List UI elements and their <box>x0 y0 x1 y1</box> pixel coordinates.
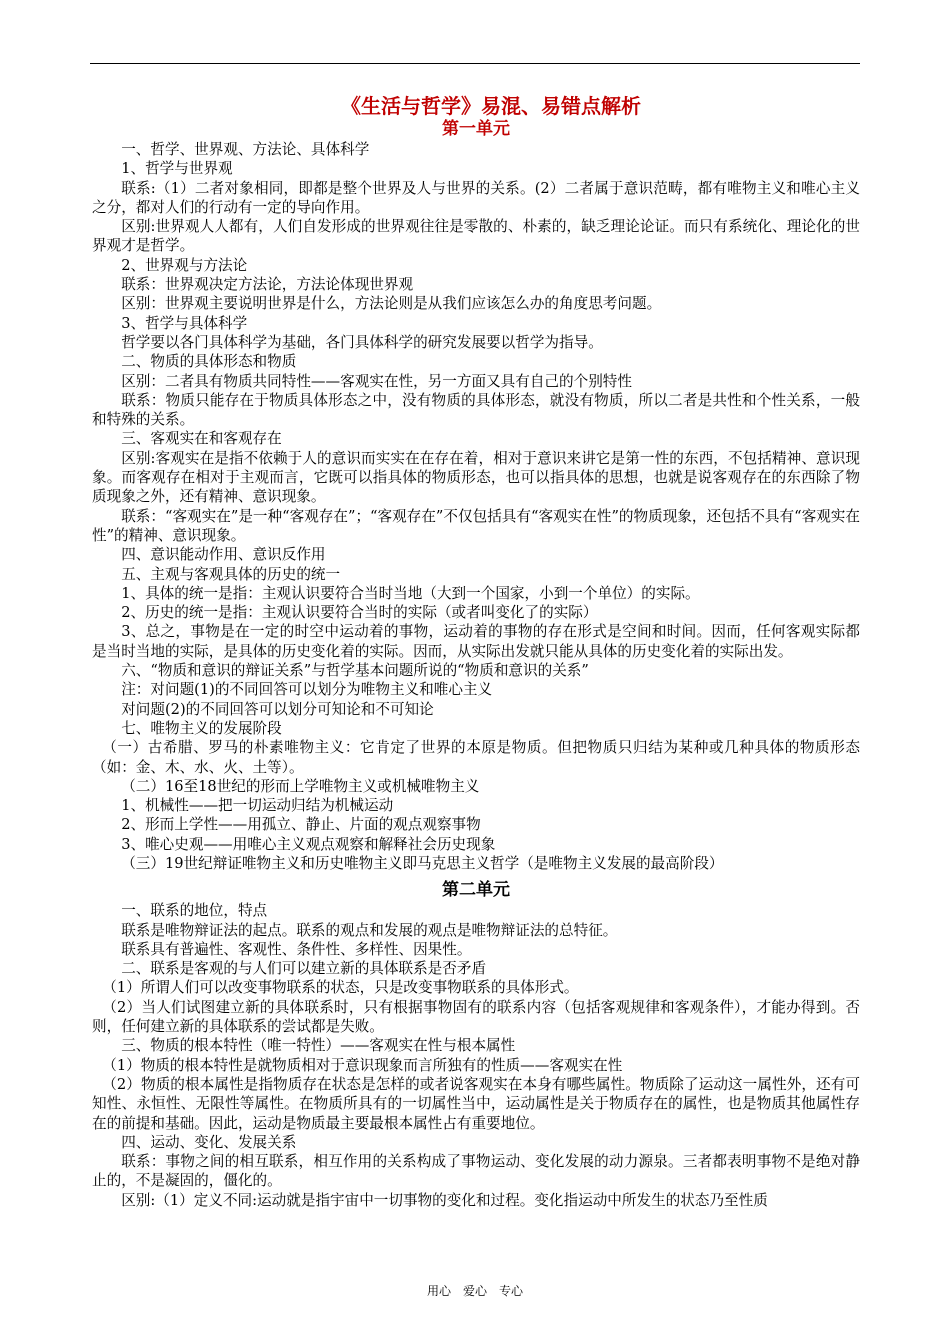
paragraph: （三）19世纪辩证唯物主义和历史唯物主义即马克思主义哲学（是唯物主义发展的最高阶段） <box>121 854 724 872</box>
paragraph: 联系：世界观决定方法论，方法论体现世界观 <box>121 276 414 294</box>
paragraph: 三、客观实在和客观存在 <box>121 430 282 448</box>
page-footer: 用心 爱心 专心 <box>426 1284 523 1298</box>
unit-one-text <box>92 140 860 873</box>
paragraph: 二、物质的具体形态和物质 <box>121 353 297 371</box>
paragraph: 区别:客观实在是指不依赖于人的意识而实实在在存在着，相对于意识来讲它是第一性的东西，不包括精神、意识现象。而客观存在相对于主观而言，它既可以指具体的物质形态，也可以指具体的思想，也就是说客观存在的东西除了物质现象之外，还有精神、意识现象。 <box>92 449 860 506</box>
paragraph: 哲学要以各门具体科学为基础，各门具体科学的研究发展要以哲学为指导。 <box>121 333 603 351</box>
paragraph: 2、形而上学性——用孤立、静止、片面的观点观察事物 <box>121 816 481 834</box>
document-body <box>92 94 860 1210</box>
paragraph: 四、运动、变化、发展关系 <box>121 1133 297 1151</box>
paragraph: 区别：世界观主要说明世界是什么，方法论则是从我们应该怎么办的角度思考问题。 <box>121 295 662 313</box>
paragraph: （1）物质的根本特性是就物质相对于意识现象而言所独有的性质——客观实在性 <box>102 1056 623 1074</box>
paragraph: 联系：事物之间的相互联系，相互作用的关系构成了事物运动、变化发展的动力源泉。三者都表明事物不是绝对静止的，不是凝固的，僵化的。 <box>92 1153 860 1190</box>
paragraph: （二）16至18世纪的形而上学唯物主义或机械唯物主义 <box>121 777 480 795</box>
document-title: 《生活与哲学》易混、易错点解析 <box>341 94 641 118</box>
paragraph: （1）所谓人们可以改变事物联系的状态，只是改变事物联系的具体形式。 <box>102 979 579 997</box>
paragraph: 3、哲学与具体科学 <box>121 314 248 332</box>
paragraph: 一、联系的地位，特点 <box>121 902 268 920</box>
paragraph: 1、哲学与世界观 <box>121 160 233 178</box>
paragraph: 六、“物质和意识的辩证关系”与哲学基本问题所说的“物质和意识的关系” <box>121 662 589 680</box>
paragraph: 联系是唯物辩证法的起点。联系的观点和发展的观点是唯物辩证法的总特征。 <box>121 921 618 939</box>
paragraph: 一、哲学、世界观、方法论、具体科学 <box>121 141 370 158</box>
paragraph: 联系具有普遍性、客观性、条件性、多样性、因果性。 <box>121 940 472 958</box>
unit-two-heading: 第二单元 <box>442 880 510 901</box>
paragraph: 2、历史的统一是指：主观认识要符合当时的实际（或者叫变化了的实际） <box>121 604 598 622</box>
paragraph: 区别：二者具有物质共同特性——客观实在性，另一方面又具有自己的个别特性 <box>121 372 632 390</box>
header-rule <box>90 63 860 64</box>
paragraph: 3、唯心史观——用唯心主义观点观察和解释社会历史现象 <box>121 835 496 853</box>
paragraph: 区别:（1）定义不同:运动就是指宇宙中一切事物的变化和过程。变化指运动中所发生的状态乃至性质 <box>121 1191 768 1209</box>
paragraph: 3、总之，事物是在一定的时空中运动着的事物，运动着的事物的存在形式是空间和时间。因而，任何客观实际都是当时当地的实际，是具体的历史变化着的实际。因而，从实际出发就只能从具体的历史变化着的实际出发。 <box>92 623 860 660</box>
paragraph: 联系：“客观实在”是一种“客观存在”；“客观存在”不仅包括具有“客观实在性”的物质现象，还包括不具有“客观实在性”的精神、意识现象。 <box>92 507 860 544</box>
paragraph: 联系:（1）二者对象相同，即都是整个世界及人与世界的关系。(2）二者属于意识范畴，都有唯物主义和唯心主义之分，都对人们的行动有一定的导向作用。 <box>92 179 860 216</box>
unit-two-text <box>92 901 860 1210</box>
paragraph: 五、主观与客观具体的历史的统一 <box>121 565 341 583</box>
paragraph: 注：对问题(1)的不同回答可以划分为唯物主义和唯心主义 <box>121 681 493 699</box>
paragraph: 1、机械性——把一切运动归结为机械运动 <box>121 797 394 815</box>
paragraph: （2）物质的根本属性是指物质存在状态是怎样的或者说客观实在本身有哪些属性。物质除了运动这一属性外，还有可知性、永恒性、无限性等属性。在物质所具有的一切属性当中，运动属性是关于物质存在的属性，也是物质其他属性存在的前提和基础。因此，运动是物质最主要最根本属性占有重要地位。 <box>92 1075 860 1132</box>
paragraph: 2、世界观与方法论 <box>121 256 248 274</box>
paragraph: 对问题(2)的不同回答可以划分可知论和不可知论 <box>121 700 434 718</box>
paragraph: 四、意识能动作用、意识反作用 <box>121 546 326 564</box>
paragraph: 二、联系是客观的与人们可以建立新的具体联系是否矛盾 <box>121 960 487 978</box>
paragraph: 三、物质的根本特性（唯一特性）——客观实在性与根本属性 <box>121 1037 516 1055</box>
paragraph: 联系：物质只能存在于物质具体形态之中，没有物质的具体形态，就没有物质，所以二者是共性和个性关系，一般和特殊的关系。 <box>92 391 860 429</box>
paragraph: 区别:世界观人人都有，人们自发形成的世界观往往是零散的、朴素的，缺乏理论论证。而只有系统化、理论化的世界观才是哲学。 <box>92 218 860 255</box>
paragraph: 七、唯物主义的发展阶段 <box>121 719 282 737</box>
unit-one-heading: 第一单元 <box>442 119 510 139</box>
paragraph: （一）古希腊、罗马的朴素唯物主义：它肯定了世界的本原是物质。但把物质只归结为某种或几种具体的物质形态（如：金、木、水、火、土等）。 <box>92 739 860 776</box>
paragraph: （2）当人们试图建立新的具体联系时，只有根据事物固有的联系内容（包括客观规律和客观条件），才能办得到。否则，任何建立新的具体联系的尝试都是失败。 <box>92 998 860 1036</box>
paragraph: 1、具体的统一是指：主观认识要符合当时当地（大到一个国家，小到一个单位）的实际。 <box>121 584 700 602</box>
